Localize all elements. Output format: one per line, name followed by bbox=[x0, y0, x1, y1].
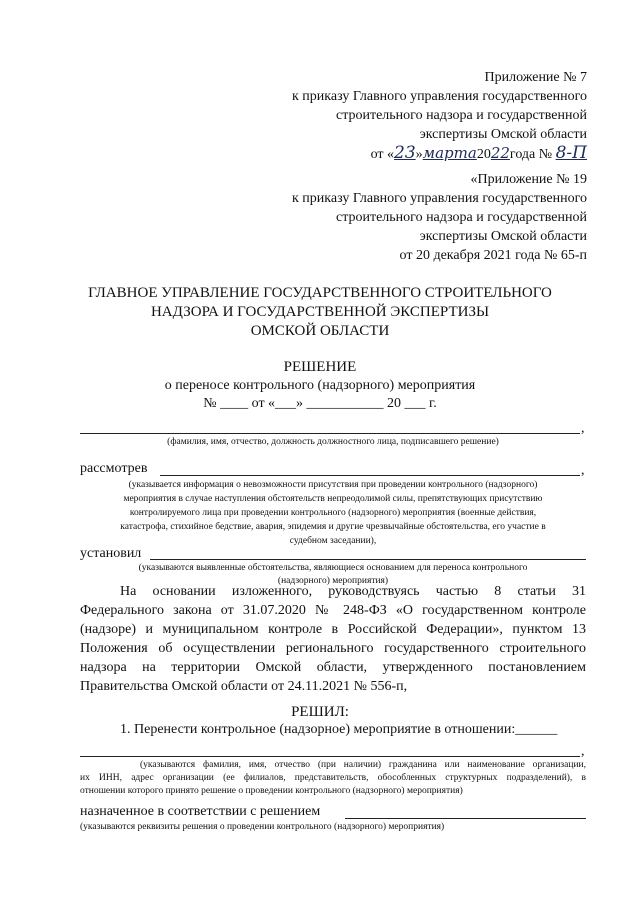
basis-line6: Правительства Омской области от 24.11.2021 № 556-п, bbox=[80, 679, 408, 694]
established-hint2: (надзорного) мероприятия) bbox=[277, 576, 389, 586]
basis-line2: Федерального закона от 31.07.2020 № 248-ФЗ «О государственном контроле bbox=[80, 603, 586, 618]
resolved-title: РЕШИЛ: bbox=[291, 704, 349, 720]
handwritten-day: 23 bbox=[394, 143, 416, 163]
basis-line5: надзора на территории Омской области, утвержденного постановлением bbox=[80, 660, 586, 675]
appendix7-line4: экспертизы Омской области bbox=[419, 127, 587, 142]
appendix7-line3: строительного надзора и государственной bbox=[335, 108, 587, 123]
appendix7-date-mid: » bbox=[415, 147, 423, 162]
resolved-hint3: отношении которого принято решение о проведении контрольного (надзорного) мероприятия) bbox=[80, 786, 463, 796]
appendix7-line1: Приложение № 7 bbox=[484, 70, 587, 85]
appendix7-year-a: 20 bbox=[476, 147, 491, 162]
appendix19-line2: к приказу Главного управления государственного bbox=[292, 191, 587, 206]
assigned-underline bbox=[345, 818, 586, 819]
decision-subtitle: о переносе контрольного (надзорного) мероприятия bbox=[164, 378, 476, 393]
considered-hint3: контролируемого лица при проведении контрольного (надзорного) мероприятия (военные действия, bbox=[129, 508, 537, 518]
considered-comma: , bbox=[581, 463, 585, 478]
established-underline bbox=[150, 559, 586, 560]
resolved-comma: , bbox=[581, 744, 585, 759]
established-label: установил bbox=[80, 546, 142, 561]
decision-title: РЕШЕНИЕ bbox=[283, 359, 357, 375]
official-comma: , bbox=[581, 421, 585, 436]
basis-line4: Положения об осуществлении регионального государственного строительного bbox=[80, 641, 586, 656]
resolved-underline bbox=[80, 756, 580, 757]
handwritten-year: 22 bbox=[490, 144, 510, 162]
resolved-item1: 1. Перенести контрольное (надзорное) мероприятие в отношении:______ bbox=[120, 722, 558, 737]
basis-line1: На основании изложенного, руководствуясь частью 8 статьи 31 bbox=[120, 584, 586, 599]
official-underline bbox=[80, 433, 580, 434]
official-hint: (фамилия, имя, отчество, должность должностного лица, подписавшего решение) bbox=[167, 437, 499, 447]
resolved-hint1: (указываются фамилия, имя, отчество (при наличии) гражданина или наименование организации, bbox=[140, 760, 586, 770]
org-line1: ГЛАВНОЕ УПРАВЛЕНИЕ ГОСУДАРСТВЕННОГО СТРОИТЕЛЬНОГО bbox=[88, 285, 552, 301]
considered-hint5: судебном заседании), bbox=[289, 536, 377, 546]
considered-hint1: (указывается информация о невозможности присутствия при проведении контрольного (надзорного) bbox=[128, 480, 538, 490]
org-line2: НАДЗОРА И ГОСУДАРСТВЕННОЙ ЭКСПЕРТИЗЫ bbox=[150, 304, 490, 320]
established-hint1: (указываются выявленные обстоятельства, являющиеся основанием для переноса контрольного bbox=[138, 563, 528, 573]
assigned-label: назначенное в соответствии с решением bbox=[80, 804, 321, 819]
considered-label: рассмотрев bbox=[80, 461, 148, 476]
org-line3: ОМСКОЙ ОБЛАСТИ bbox=[250, 323, 390, 339]
appendix19-line1: «Приложение № 19 bbox=[470, 172, 587, 187]
appendix7-date-line bbox=[371, 143, 587, 163]
appendix7-date-prefix: от « bbox=[370, 147, 395, 162]
considered-hint4: катастрофа, стихийное бедствие, авария, эпидемия и другие чрезвычайные обстоятельства, его участие в bbox=[120, 522, 546, 532]
appendix19-line4: экспертизы Омской области bbox=[419, 229, 587, 244]
appendix19-line3: строительного надзора и государственной bbox=[335, 210, 587, 225]
resolved-hint2: их ИНН, адрес организации (ее филиалов, представительств, обособленных структурных подразделений), в bbox=[80, 773, 586, 783]
appendix7-date-suffix: года № bbox=[509, 147, 553, 162]
considered-hint2: мероприятия в случае наступления обстоятельств непреодолимой силы, препятствующих присутствию bbox=[123, 494, 543, 504]
appendix19-line5: от 20 декабря 2021 года № 65-п bbox=[399, 248, 587, 263]
handwritten-month: марта bbox=[422, 144, 477, 162]
handwritten-number: 8-П bbox=[555, 143, 587, 163]
considered-underline bbox=[160, 475, 580, 476]
decision-number-line: № ____ от «___» ___________ 20 ___ г. bbox=[203, 396, 437, 411]
appendix7-line2: к приказу Главного управления государственного bbox=[292, 89, 587, 104]
basis-line3: (надзоре) и муниципальном контроле в Российской Федерации», пунктом 13 bbox=[80, 622, 586, 637]
assigned-hint: (указываются реквизиты решения о проведении контрольного (надзорного) мероприятия) bbox=[80, 822, 445, 832]
